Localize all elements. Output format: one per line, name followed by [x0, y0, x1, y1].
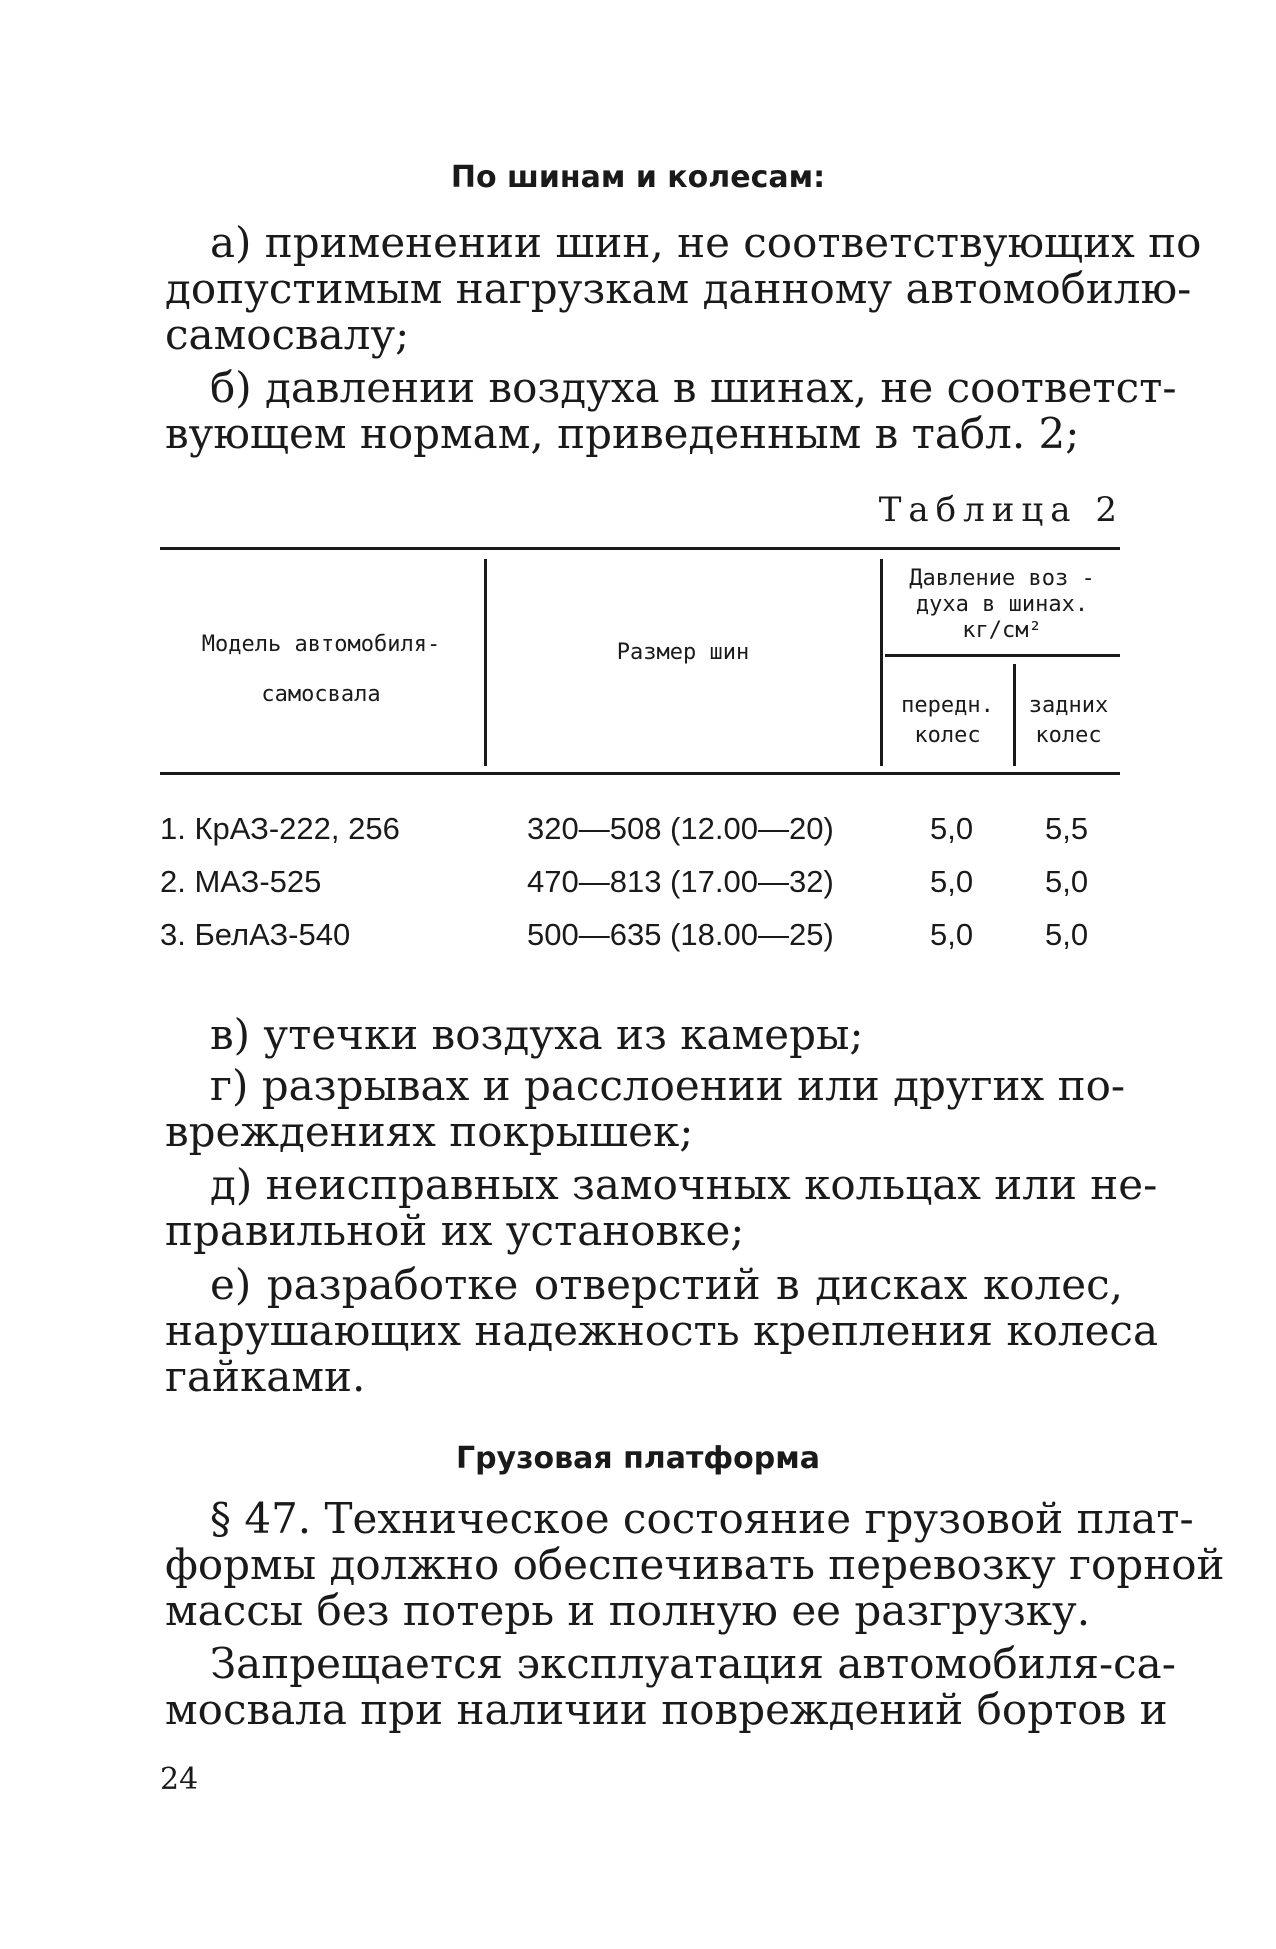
- header-model: [160, 620, 482, 720]
- text-line: е) разработке отверстий в дисках колес,: [210, 1260, 1123, 1309]
- text-line: § 47. Техническое состояние грузовой плат-: [210, 1494, 1194, 1543]
- list-item-e: [165, 1260, 1158, 1401]
- text-line: нарушающих надежность крепления колеса: [165, 1306, 1158, 1355]
- cell-tire-size: 470—813 (17.00—32): [527, 864, 834, 899]
- text-line: Запрещается эксплуатация автомобиля-са-: [210, 1639, 1176, 1688]
- header-pressure: [884, 566, 1120, 644]
- text-line: г) разрывах и расслоении или других по-: [210, 1061, 1126, 1110]
- text-line: а) применении шин, не соответствующих по: [210, 218, 1202, 267]
- header-rear-line: колес: [1035, 723, 1102, 748]
- table-column-divider: [1013, 664, 1016, 766]
- header-pressure-line: кг/см²: [962, 618, 1042, 643]
- cell-model: 3. БелАЗ-540: [160, 917, 351, 952]
- text-line: допустимым нагрузкам данному автомобилю-: [165, 264, 1192, 313]
- section-title-tires: По шинам и колесам:: [450, 160, 826, 195]
- header-pressure-line: духа в шинах.: [915, 592, 1089, 617]
- header-model-line: самосвала: [261, 682, 381, 707]
- cell-front-pressure: 5,0: [930, 864, 974, 899]
- cell-front-pressure: 5,0: [930, 811, 974, 846]
- list-item-a: [165, 218, 1202, 359]
- list-item-d: [165, 1160, 1158, 1255]
- header-front-line: колес: [914, 723, 981, 748]
- header-front-wheels: [884, 691, 1011, 751]
- section-title-cargo-platform: Грузовая платформа: [455, 1441, 821, 1476]
- table-column-divider: [484, 559, 487, 766]
- table-column-divider: [880, 559, 883, 766]
- text-line: вующем нормам, приведенным в табл. 2;: [165, 409, 1080, 458]
- text-line: в) утечки воздуха из камеры;: [210, 1010, 864, 1059]
- cell-front-pressure: 5,0: [930, 917, 974, 952]
- paragraph-47: [165, 1494, 1225, 1635]
- text-line: б) давлении воздуха в шинах, не соответст-: [210, 363, 1177, 412]
- header-model-line: Модель автомобиля-: [201, 632, 441, 657]
- paragraph-prohibition: [165, 1639, 1176, 1734]
- text-line: мосвала при наличии повреждений бортов и: [165, 1685, 1168, 1734]
- header-tire-size: Размер шин: [616, 640, 750, 665]
- list-item-v: [165, 1012, 1123, 1058]
- text-line: правильной их установке;: [165, 1206, 745, 1255]
- text-line: гайками.: [165, 1352, 366, 1401]
- text-line: д) неисправных замочных кольцах или не-: [210, 1160, 1158, 1209]
- cell-rear-pressure: 5,0: [1045, 917, 1089, 952]
- table-header-bottom-rule: [160, 772, 1120, 775]
- list-item-b: [165, 363, 1177, 458]
- header-rear-line: задних: [1028, 693, 1109, 718]
- page-number: 24: [160, 1762, 199, 1797]
- table-caption: Таблица 2: [878, 490, 1124, 530]
- header-pressure-line: Давление воз -: [909, 566, 1095, 591]
- cell-rear-pressure: 5,0: [1045, 864, 1089, 899]
- cell-tire-size: 320—508 (12.00—20): [527, 811, 834, 846]
- text-line: формы должно обеспечивать перевозку горной: [165, 1540, 1225, 1589]
- table-top-rule: [160, 547, 1120, 550]
- header-rear-wheels: [1017, 691, 1120, 751]
- header-front-line: передн.: [901, 693, 994, 718]
- cell-model: 1. КрАЗ-222, 256: [160, 811, 400, 846]
- pressure-header-rule: [885, 654, 1120, 657]
- cell-model: 2. МАЗ-525: [160, 864, 322, 899]
- text-line: самосвалу;: [165, 310, 410, 359]
- cell-rear-pressure: 5,5: [1045, 811, 1089, 846]
- cell-tire-size: 500—635 (18.00—25): [527, 917, 834, 952]
- text-line: вреждениях покрышек;: [165, 1107, 694, 1156]
- text-line: массы без потерь и полную ее разгрузку.: [165, 1586, 1091, 1635]
- list-item-g: [165, 1061, 1126, 1156]
